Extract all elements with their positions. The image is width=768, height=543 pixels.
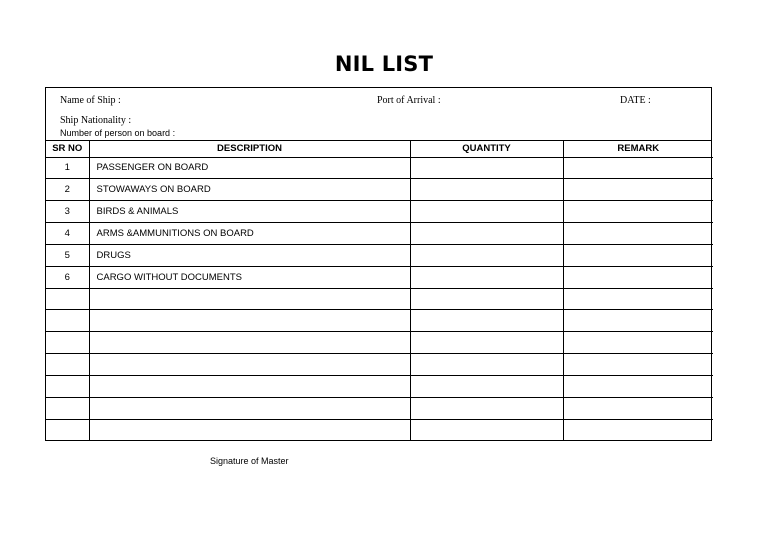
table-row (46, 201, 713, 223)
description-cell (89, 397, 410, 419)
nil-list-table (46, 141, 713, 441)
sr-no-cell (46, 354, 89, 376)
ship-nationality-label: Ship Nationality : (60, 115, 132, 126)
sr-no-cell: 2 (46, 179, 89, 201)
description-cell (89, 332, 410, 354)
sr-no-cell: 1 (46, 157, 89, 179)
remark-cell (563, 354, 713, 376)
table-row (46, 419, 713, 441)
remark-cell (563, 244, 713, 266)
column-header-sr-no: SR NO (46, 141, 89, 157)
description-cell (89, 354, 410, 376)
sr-no-cell: 4 (46, 223, 89, 245)
remark-cell (563, 310, 713, 332)
description-cell: BIRDS & ANIMALS (89, 201, 410, 223)
table-row (46, 223, 713, 245)
ship-name-label: Name of Ship : (60, 95, 121, 106)
table-row (46, 332, 713, 354)
table-row (46, 157, 713, 179)
signature-of-master-label: Signature of Master (210, 456, 289, 466)
page-title: NIL LIST (334, 52, 434, 76)
persons-on-board-label: Number of person on board : (60, 128, 176, 138)
table-row (46, 266, 713, 288)
column-header-description: DESCRIPTION (89, 141, 410, 157)
description-cell: CARGO WITHOUT DOCUMENTS (89, 266, 410, 288)
remark-cell (563, 266, 713, 288)
sr-no-cell: 5 (46, 244, 89, 266)
table-row (46, 288, 713, 310)
description-cell (89, 288, 410, 310)
quantity-cell (410, 419, 563, 441)
ship-info-block (46, 88, 711, 141)
sr-no-cell (46, 288, 89, 310)
table-row (46, 244, 713, 266)
quantity-cell (410, 288, 563, 310)
port-of-arrival-label: Port of Arrival : (377, 95, 441, 106)
description-cell: PASSENGER ON BOARD (89, 157, 410, 179)
table-row (46, 179, 713, 201)
description-cell (89, 310, 410, 332)
quantity-cell (410, 244, 563, 266)
table-row (46, 397, 713, 419)
quantity-cell (410, 354, 563, 376)
sr-no-cell: 3 (46, 201, 89, 223)
quantity-cell (410, 157, 563, 179)
quantity-cell (410, 266, 563, 288)
description-cell: ARMS &AMMUNITIONS ON BOARD (89, 223, 410, 245)
remark-cell (563, 179, 713, 201)
quantity-cell (410, 179, 563, 201)
table-row (46, 354, 713, 376)
quantity-cell (410, 310, 563, 332)
column-header-remark: REMARK (563, 141, 713, 157)
quantity-cell (410, 375, 563, 397)
quantity-cell (410, 223, 563, 245)
quantity-cell (410, 397, 563, 419)
remark-cell (563, 332, 713, 354)
sr-no-cell (46, 375, 89, 397)
remark-cell (563, 419, 713, 441)
remark-cell (563, 157, 713, 179)
description-cell: DRUGS (89, 244, 410, 266)
remark-cell (563, 201, 713, 223)
quantity-cell (410, 332, 563, 354)
remark-cell (563, 397, 713, 419)
sr-no-cell (46, 419, 89, 441)
table-header-row (46, 141, 713, 157)
description-cell (89, 419, 410, 441)
sr-no-cell (46, 310, 89, 332)
description-cell: STOWAWAYS ON BOARD (89, 179, 410, 201)
column-header-quantity: QUANTITY (410, 141, 563, 157)
sr-no-cell (46, 397, 89, 419)
sr-no-cell (46, 332, 89, 354)
date-label: DATE : (620, 95, 651, 106)
description-cell (89, 375, 410, 397)
remark-cell (563, 375, 713, 397)
table-row (46, 375, 713, 397)
quantity-cell (410, 201, 563, 223)
remark-cell (563, 223, 713, 245)
nil-list-form (45, 87, 712, 441)
remark-cell (563, 288, 713, 310)
sr-no-cell: 6 (46, 266, 89, 288)
table-row (46, 310, 713, 332)
